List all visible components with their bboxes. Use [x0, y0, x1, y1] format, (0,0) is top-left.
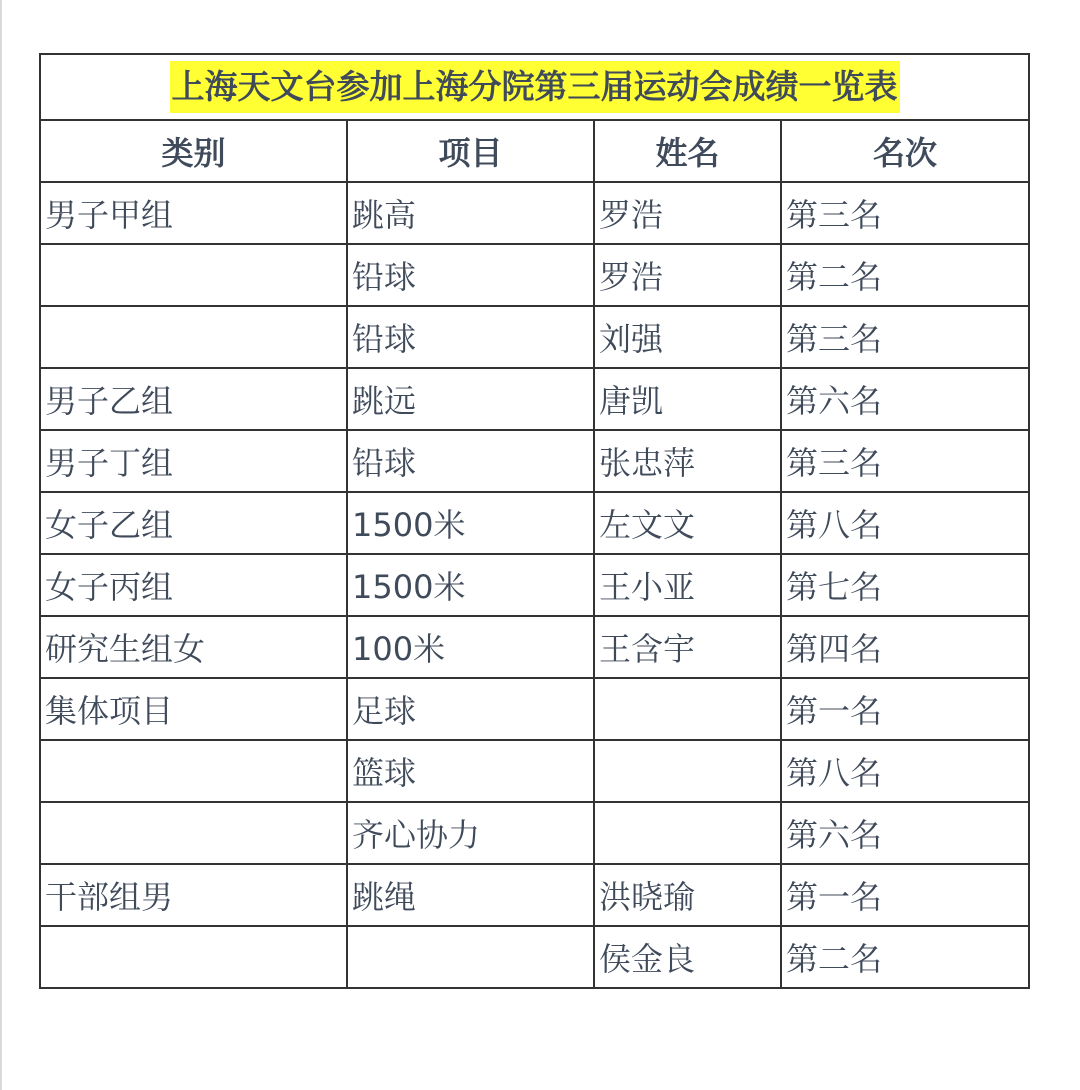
event-cell [347, 926, 594, 988]
header-rank: 名次 [781, 120, 1029, 182]
results-table [39, 53, 1030, 989]
rank-cell: 第三名 [781, 182, 1029, 244]
event-cell: 跳远 [347, 368, 594, 430]
category-cell: 集体项目 [40, 678, 347, 740]
event-cell: 篮球 [347, 740, 594, 802]
rank-cell: 第八名 [781, 740, 1029, 802]
category-cell: 干部组男 [40, 864, 347, 926]
table-row [40, 802, 1029, 864]
header-event: 项目 [347, 120, 594, 182]
name-cell: 罗浩 [594, 182, 781, 244]
category-cell: 男子甲组 [40, 182, 347, 244]
event-cell: 铅球 [347, 244, 594, 306]
title-cell [40, 54, 1029, 120]
table-row [40, 244, 1029, 306]
rank-cell: 第六名 [781, 802, 1029, 864]
name-cell: 刘强 [594, 306, 781, 368]
category-cell [40, 926, 347, 988]
rank-cell: 第三名 [781, 306, 1029, 368]
table-row [40, 492, 1029, 554]
results-body [40, 182, 1029, 988]
header-row [40, 120, 1029, 182]
name-cell: 张忠萍 [594, 430, 781, 492]
rank-cell: 第二名 [781, 926, 1029, 988]
rank-cell: 第一名 [781, 678, 1029, 740]
event-cell: 齐心协力 [347, 802, 594, 864]
name-cell: 洪晓瑜 [594, 864, 781, 926]
table-row [40, 368, 1029, 430]
category-cell [40, 306, 347, 368]
name-cell: 王小亚 [594, 554, 781, 616]
event-cell: 足球 [347, 678, 594, 740]
event-cell: 跳绳 [347, 864, 594, 926]
rank-cell: 第一名 [781, 864, 1029, 926]
table-title: 上海天文台参加上海分院第三届运动会成绩一览表 [170, 61, 900, 113]
table-row [40, 616, 1029, 678]
rank-cell: 第四名 [781, 616, 1029, 678]
event-cell: 跳高 [347, 182, 594, 244]
table-row [40, 306, 1029, 368]
table-row [40, 740, 1029, 802]
name-cell [594, 740, 781, 802]
name-cell: 罗浩 [594, 244, 781, 306]
rank-cell: 第八名 [781, 492, 1029, 554]
category-cell: 男子乙组 [40, 368, 347, 430]
event-cell: 铅球 [347, 306, 594, 368]
name-cell [594, 802, 781, 864]
category-cell [40, 740, 347, 802]
table-row [40, 678, 1029, 740]
name-cell: 侯金良 [594, 926, 781, 988]
event-cell: 铅球 [347, 430, 594, 492]
name-cell: 左文文 [594, 492, 781, 554]
category-cell: 女子丙组 [40, 554, 347, 616]
event-cell: 1500米 [347, 492, 594, 554]
event-cell: 1500米 [347, 554, 594, 616]
name-cell: 唐凯 [594, 368, 781, 430]
table-row [40, 554, 1029, 616]
table-row [40, 926, 1029, 988]
header-name: 姓名 [594, 120, 781, 182]
rank-cell: 第七名 [781, 554, 1029, 616]
category-cell: 研究生组女 [40, 616, 347, 678]
rank-cell: 第六名 [781, 368, 1029, 430]
rank-cell: 第三名 [781, 430, 1029, 492]
category-cell [40, 802, 347, 864]
name-cell: 王含宇 [594, 616, 781, 678]
page-left-edge [0, 0, 2, 1090]
rank-cell: 第二名 [781, 244, 1029, 306]
event-cell: 100米 [347, 616, 594, 678]
category-cell [40, 244, 347, 306]
category-cell: 男子丁组 [40, 430, 347, 492]
table-row [40, 182, 1029, 244]
header-category: 类别 [40, 120, 347, 182]
title-row [40, 54, 1029, 120]
category-cell: 女子乙组 [40, 492, 347, 554]
table-row [40, 864, 1029, 926]
table-row [40, 430, 1029, 492]
name-cell [594, 678, 781, 740]
